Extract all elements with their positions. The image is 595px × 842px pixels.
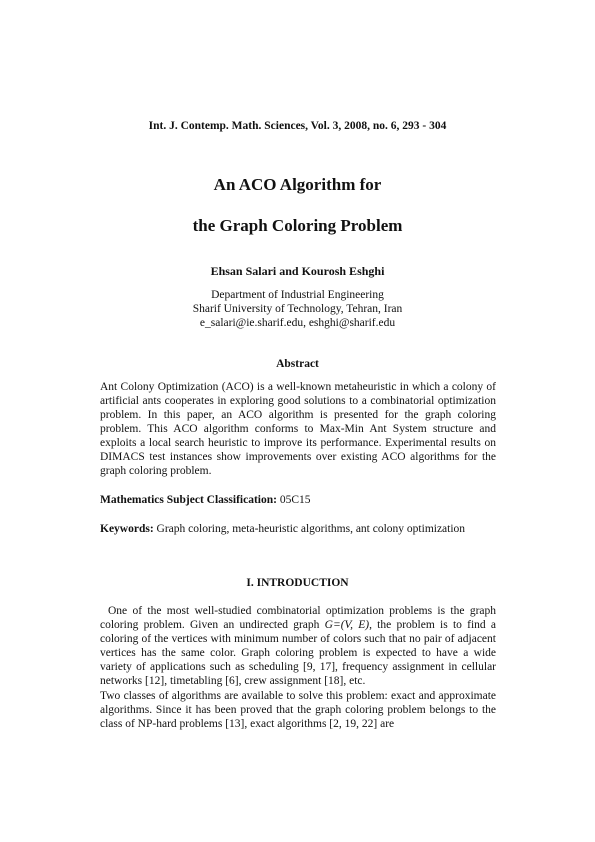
introduction-paragraph-2: Two classes of algorithms are available to solve this problem: exact and approximate algorithms. Since it has been proved that the graph coloring problem belongs to the class of NP-hard problems [13], exact algorithms [2, 19, 22] are (100, 689, 496, 730)
subject-classification-label: Mathematics Subject Classification: (100, 494, 277, 506)
keywords-value: Graph coloring, meta-heuristic algorithms, ant colony optimization (153, 523, 466, 535)
subject-classification-value: 05C15 (276, 494, 311, 506)
keywords (100, 523, 496, 535)
paper-title-line-2: the Graph Coloring Problem (192, 216, 403, 235)
keywords-label: Keywords: (100, 523, 154, 535)
graph-notation: G=(V, E) (324, 619, 370, 632)
affiliation-university: Sharif University of Technology, Tehran, Iran (192, 303, 403, 315)
intro-p1-before: One of the most well-studied combinatorial optimization problems is the graph coloring problem. Given an undirected graph (100, 605, 496, 632)
introduction-paragraph-1 (100, 604, 496, 689)
abstract-heading: Abstract (276, 358, 319, 370)
section-heading-introduction: I. INTRODUCTION (246, 577, 349, 589)
journal-header: Int. J. Contemp. Math. Sciences, Vol. 3, 2008, no. 6, 293 - 304 (148, 120, 447, 132)
abstract-text: Ant Colony Optimization (ACO) is a well-known metaheuristic in which a colony of artificial ants cooperates in exploring good solutions to a combinatorial optimization problem. In this paper, an ACO algorithm is presented for the graph coloring problem. This ACO algorithm conforms to Max-Min Ant System structure and exploits a local search heuristic to improve its performance. Experimental results on DIMACS test instances show improvements over existing ACO algorithms for the graph coloring problem. (100, 381, 496, 477)
intro-p1-after: , the problem is to find a coloring of the vertices with minimum number of colors such that no pair of adjacent vertices has the same color. Graph coloring problem is expected to have a wide variety of applications such as scheduling [9, 17], frequency assignment in cellular networks [12], timetabling [6], crew assignment [18], etc. (100, 619, 496, 688)
affiliation-emails: e_salari@ie.sharif.edu, eshghi@sharif.edu (199, 317, 396, 329)
subject-classification (100, 494, 496, 506)
affiliation-department: Department of Industrial Engineering (211, 289, 384, 301)
paper-title-line-1: An ACO Algorithm for (213, 175, 382, 194)
authors: Ehsan Salari and Kourosh Eshghi (210, 264, 385, 278)
introduction-body (100, 604, 496, 731)
